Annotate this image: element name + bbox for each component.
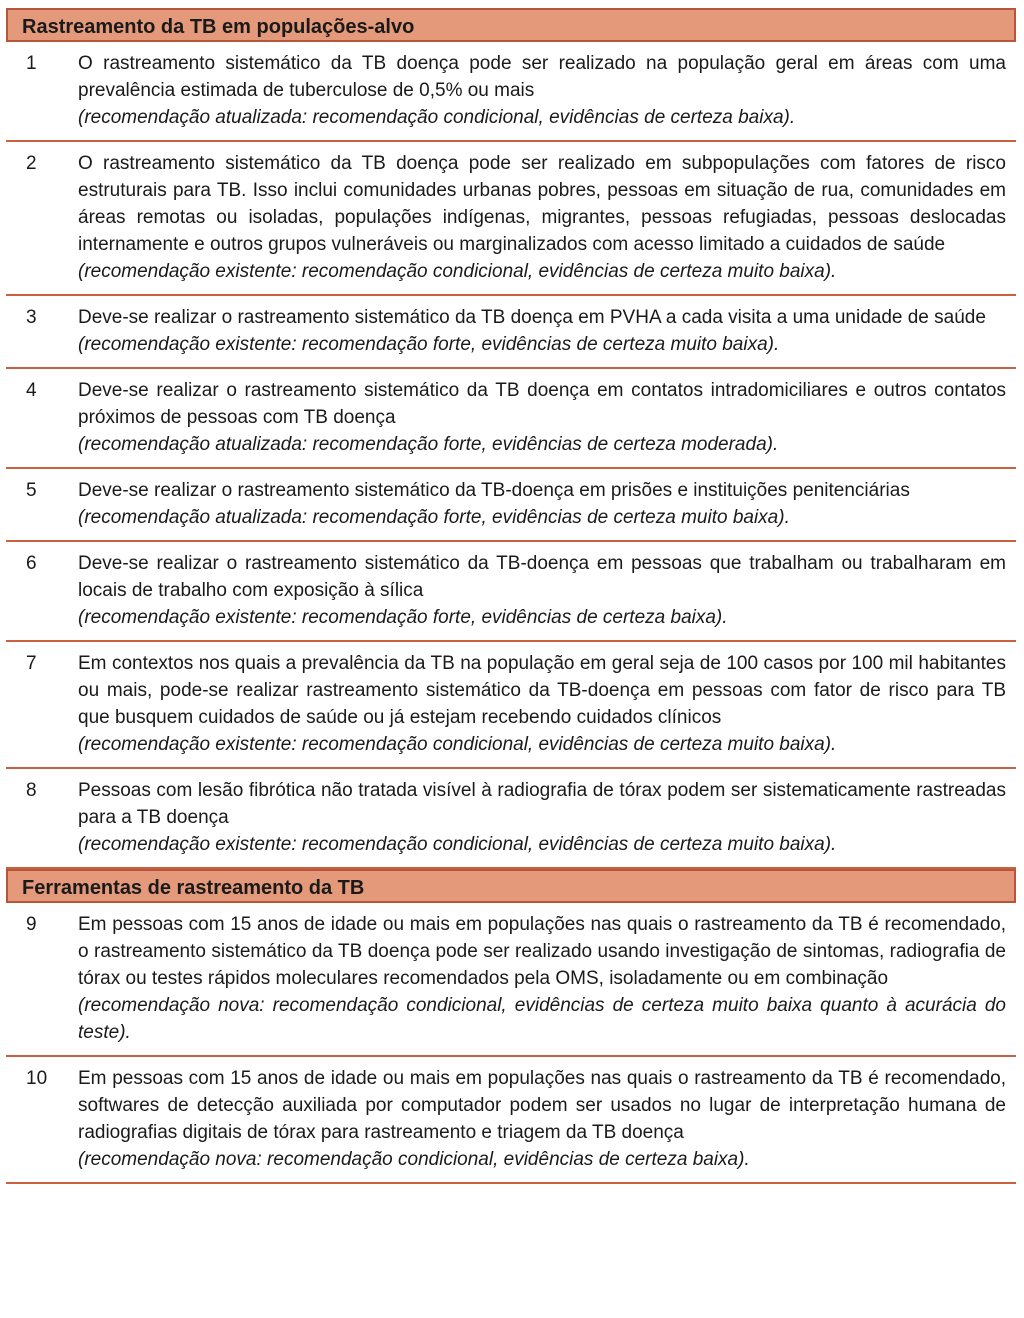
recommendations-table (6, 8, 1016, 1184)
recommendation-content (78, 911, 1006, 1046)
recommendation-row (6, 369, 1016, 469)
recommendation-note: (recomendação existente: recomendação condicional, evidências de certeza muito baixa). (78, 261, 837, 282)
recommendation-row (6, 142, 1016, 296)
recommendation-text: Pessoas com lesão fibrótica não tratada visível à radiografia de tórax podem ser sistematicamente rastreadas para a TB doença (78, 780, 1006, 828)
section-header: Ferramentas de rastreamento da TB (6, 869, 1016, 903)
recommendation-content (78, 304, 1006, 358)
recommendation-text: Deve-se realizar o rastreamento sistemático da TB doença em PVHA a cada visita a uma unidade de saúde (78, 307, 986, 328)
recommendation-row (6, 42, 1016, 142)
recommendation-content (78, 550, 1006, 631)
recommendation-text: Deve-se realizar o rastreamento sistemático da TB doença em contatos intradomiciliares e outros contatos próximos de pessoas com TB doença (78, 380, 1006, 428)
recommendation-text: Em pessoas com 15 anos de idade ou mais em populações nas quais o rastreamento da TB é recomendado, softwares de detecção auxiliada por computador podem ser usados no lugar de interpretação humana de radiografias digitais de tórax para rastreamento e triagem da TB doença (78, 1068, 1006, 1143)
recommendation-text: O rastreamento sistemático da TB doença pode ser realizado em subpopulações com fatores de risco estruturais para TB. Isso inclui comunidades urbanas pobres, pessoas em situação de rua, comunidades em áreas remotas ou isoladas, populações indígenas, migrantes, pessoas refugiadas, pessoas deslocadas internamente e outros grupos vulneráveis ou marginalizados com acesso limitado a cuidados de saúde (78, 153, 1006, 255)
recommendation-text: O rastreamento sistemático da TB doença pode ser realizado na população geral em áreas com uma prevalência estimada de tuberculose de 0,5% ou mais (78, 53, 1006, 101)
section-body (6, 903, 1016, 1184)
recommendation-row (6, 542, 1016, 642)
recommendation-content (78, 477, 1006, 531)
recommendation-text: Em contextos nos quais a prevalência da TB na população em geral seja de 100 casos por 100 mil habitantes ou mais, pode-se realizar rastreamento sistemático da TB-doença em pessoas com fator de risco para TB que busquem cuidados de saúde ou já estejam recebendo cuidados clínicos (78, 653, 1006, 728)
recommendation-number: 2 (26, 153, 37, 174)
recommendation-note: (recomendação existente: recomendação forte, evidências de certeza baixa). (78, 607, 728, 628)
recommendation-text: Deve-se realizar o rastreamento sistemático da TB-doença em prisões e instituições penitenciárias (78, 480, 910, 501)
recommendation-content (78, 150, 1006, 285)
recommendation-text: Em pessoas com 15 anos de idade ou mais em populações nas quais o rastreamento da TB é recomendado, o rastreamento sistemático da TB doença pode ser realizado usando investigação de sintomas, radiografia de tórax ou testes rápidos moleculares recomendados pela OMS, isoladamente ou em combinação (78, 914, 1006, 989)
recommendation-note: (recomendação atualizada: recomendação forte, evidências de certeza muito baixa). (78, 507, 790, 528)
recommendation-content (78, 1065, 1006, 1173)
recommendation-text: Deve-se realizar o rastreamento sistemático da TB-doença em pessoas que trabalham ou trabalharam em locais de trabalho com exposição à sílica (78, 553, 1006, 601)
recommendation-number: 6 (26, 553, 37, 574)
recommendation-row (6, 642, 1016, 769)
section-body (6, 42, 1016, 869)
recommendation-content (78, 777, 1006, 858)
recommendation-note: (recomendação existente: recomendação condicional, evidências de certeza muito baixa). (78, 734, 837, 755)
recommendation-number: 8 (26, 780, 37, 801)
recommendation-number: 4 (26, 380, 37, 401)
recommendation-note: (recomendação atualizada: recomendação forte, evidências de certeza moderada). (78, 434, 779, 455)
recommendation-row (6, 469, 1016, 542)
recommendation-row (6, 769, 1016, 869)
recommendation-number: 1 (26, 53, 37, 74)
recommendation-note: (recomendação nova: recomendação condicional, evidências de certeza baixa). (78, 1149, 750, 1170)
recommendation-number: 7 (26, 653, 37, 674)
recommendation-number: 3 (26, 307, 37, 328)
recommendation-note: (recomendação existente: recomendação condicional, evidências de certeza muito baixa). (78, 834, 837, 855)
recommendation-row (6, 1057, 1016, 1184)
recommendation-content (78, 650, 1006, 758)
recommendation-number: 5 (26, 480, 37, 501)
recommendation-row (6, 296, 1016, 369)
recommendation-content (78, 50, 1006, 131)
recommendation-note: (recomendação existente: recomendação forte, evidências de certeza muito baixa). (78, 334, 780, 355)
recommendation-number: 9 (26, 914, 37, 935)
recommendation-content (78, 377, 1006, 458)
recommendation-note: (recomendação atualizada: recomendação condicional, evidências de certeza baixa). (78, 107, 796, 128)
recommendation-row (6, 903, 1016, 1057)
recommendation-note: (recomendação nova: recomendação condicional, evidências de certeza muito baixa quanto à acurácia do teste). (78, 995, 1006, 1043)
recommendation-number: 10 (26, 1068, 48, 1089)
section-header: Rastreamento da TB em populações-alvo (6, 8, 1016, 42)
